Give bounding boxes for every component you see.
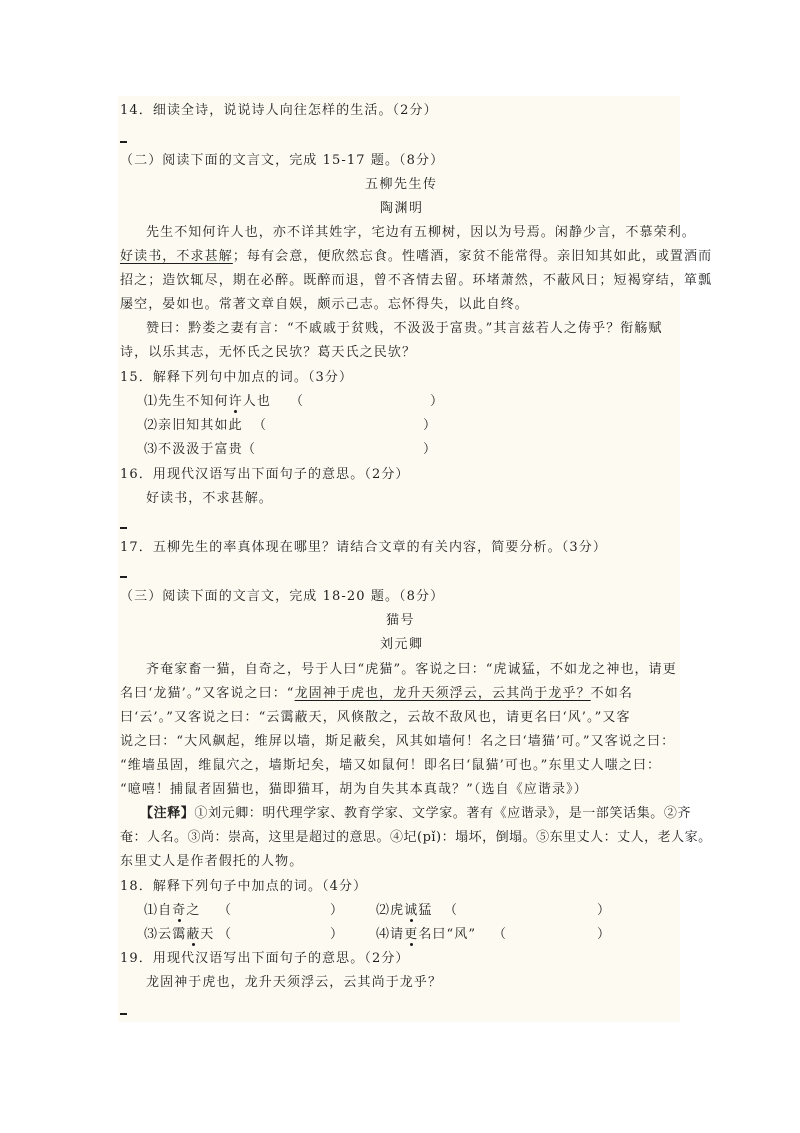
q18-item-3: ⑶云霭蔽 天 — [144, 927, 215, 943]
q18-blank-2-open: （ — [444, 903, 459, 918]
question-18: 18．解释下列句子中加点的词。（4分） — [120, 879, 368, 894]
question-15: 15．解释下列句中加点的词。（3分） — [120, 370, 354, 385]
notes-line-1: 【注释】①刘元卿：明代理学家、教育学家、文学家。著有《应谐录》，是一部笑话集。②齐 — [140, 806, 692, 821]
passage-3-line-1: 齐奄家畜一猫，自奇之，号于人曰“虎猫”。客说之曰：“虎诚猛，不如龙之神也，请更 — [146, 662, 677, 677]
passage-2-line-3: 招之；造饮辄尽，期在必醉。既醉而退，曾不吝情去留。环堵萧然，不蔽风日；短褐穿结，箪瓢 — [120, 273, 713, 288]
dotted-word: 许 — [229, 394, 243, 409]
passage-3-line-4: 说之曰：“大风飙起，维屏以墙，斯足蔽矣，风其如墙何！名之曰‘墙猫’可。”又客说之曰： — [120, 734, 676, 749]
q18-item-4: ⑷请更 名曰“风” — [376, 927, 476, 943]
q18-blank-2-close: ） — [597, 903, 612, 918]
notes-line-2: 奄：人名。③尚：崇高，这里是超过的意思。④圮(pǐ)：塌坏，倒塌。⑤东里丈人：丈人，老人家。 — [120, 830, 712, 845]
q15-blank-1-close: ） — [430, 394, 445, 409]
underlined-sentence: 龙固神于虎也，龙升天须浮云，云其尚于龙乎？ — [294, 686, 591, 701]
question-17: 17．五柳先生的率真体现在哪里？请结合文章的有关内容，简要分析。（3分） — [120, 540, 607, 555]
q18-blank-1-open: （ — [218, 903, 233, 918]
question-14: 14．细读全诗，说说诗人向往怎样的生活。（2分） — [120, 103, 438, 118]
q18-blank-1-close: ） — [330, 903, 345, 918]
q15-blank-3-open: （ — [242, 442, 257, 457]
answer-line-17[interactable] — [120, 576, 127, 578]
q18-item-1: ⑴自奇 之 — [144, 903, 200, 919]
q15-blank-3-close: ） — [423, 442, 438, 457]
q16-sentence: 好读书，不求甚解。 — [146, 491, 273, 506]
answer-line-16[interactable] — [120, 527, 127, 529]
section-2-title: 五柳先生传 — [365, 177, 438, 192]
q15-item-1: ⑴先生不知何许 人也 — [144, 394, 271, 410]
passage-2-line-6: 诗，以乐其志，无怀氏之民欤？葛天氏之民欤？ — [120, 345, 417, 360]
notes-line-3: 东里丈人是作者假托的人物。 — [120, 854, 304, 869]
section-2-header: （二）阅读下面的文言文，完成 15-17 题。（8分） — [120, 153, 445, 168]
passage-2-line-5: 赞曰：黔娄之妻有言：“不戚戚于贫贱，不汲汲于富贵。”其言兹若人之俦乎？衔觞赋 — [146, 321, 663, 336]
passage-2-line-1: 先生不知何许人也，亦不详其姓字，宅边有五柳树，因以为号焉。闲静少言，不慕荣利。 — [146, 225, 696, 240]
passage-3-line-6: “噫嘻！捕鼠者固猫也，猫即猫耳，胡为自失其本真哉？”（选自《应谐录》） — [120, 782, 588, 797]
question-16: 16．用现代汉语写出下面句子的意思。（2分） — [120, 467, 410, 482]
question-19: 19．用现代汉语写出下面句子的意思。（2分） — [120, 951, 410, 966]
passage-3-line-3: 曰‘云’。”又客说之曰：“云霭蔽天，风倏散之，云故不敌风也，请更名曰‘风’。”又客 — [120, 710, 631, 725]
q19-sentence: 龙固神于虎也，龙升天须浮云，云其尚于龙乎？ — [146, 975, 443, 990]
answer-line-19[interactable] — [120, 1013, 127, 1015]
section-3-header: （三）阅读下面的文言文，完成 18-20 题。（8分） — [120, 589, 445, 604]
passage-3-line-2: 名曰‘龙猫’。”又客说之曰：“龙固神于虎也，龙升天须浮云，云其尚于龙乎？不如名 — [120, 686, 633, 701]
q18-blank-3-open: （ — [218, 927, 233, 942]
q18-blank-3-close: ） — [330, 927, 345, 942]
q15-item-3: ⑶不汲汲于富贵 — [144, 442, 243, 457]
q15-blank-2-open: （ — [253, 418, 268, 433]
q18-blank-4-close: ） — [597, 927, 612, 942]
q15-blank-1-open: （ — [290, 394, 305, 409]
section-2-author: 陶渊明 — [380, 201, 424, 216]
q15-item-2: ⑵亲旧知其如此 — [144, 418, 243, 433]
passage-2-line-2: 好读书，不求甚解；每有会意，便欣然忘食。性嗜酒，家贫不能常得。亲旧知其如此，或置酒而 — [120, 249, 713, 264]
q15-blank-2-close: ） — [423, 418, 438, 433]
section-3-title: 猫号 — [386, 613, 416, 628]
passage-3-line-5: “维墙虽固，维鼠穴之，墙斯圮矣，墙又如鼠何！即名曰‘鼠猫’可也。”东里丈人嗤之曰： — [120, 758, 662, 773]
q18-blank-4-open: （ — [493, 927, 508, 942]
section-3-author: 刘元卿 — [380, 637, 424, 652]
passage-2-line-4: 屡空，晏如也。常著文章自娱，颇示己志。忘怀得失，以此自终。 — [120, 297, 529, 312]
answer-line-14[interactable] — [120, 141, 127, 143]
q18-item-2: ⑵虎诚 猛 — [376, 903, 432, 919]
underlined-sentence: 好读书，不求甚解 — [120, 249, 233, 264]
